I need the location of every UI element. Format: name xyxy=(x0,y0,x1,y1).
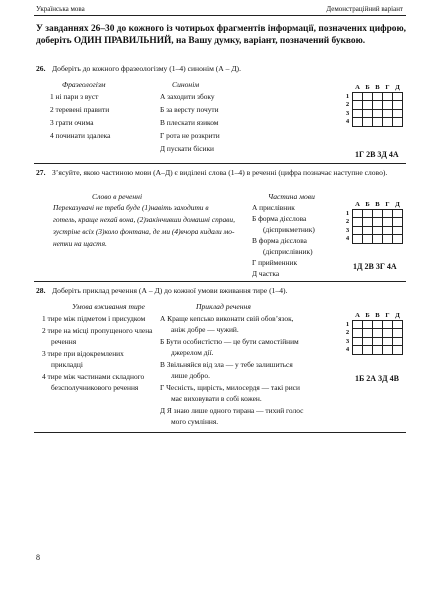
answer-cell[interactable] xyxy=(393,320,403,329)
answer-cell[interactable] xyxy=(393,118,403,127)
answer-cell[interactable] xyxy=(353,235,363,244)
q27-right-a: А прислівник xyxy=(252,203,295,212)
grid-label xyxy=(343,312,353,320)
q27-number: 27. xyxy=(36,168,46,177)
answer-cell[interactable] xyxy=(393,346,403,355)
q27-col-right: Частина мови xyxy=(268,192,315,201)
answer-cell[interactable] xyxy=(373,226,383,235)
q28-right-c: В Звільняйся від зла — у тебе залишиться xyxy=(160,360,293,369)
grid-label: 4 xyxy=(345,235,350,243)
q26-answer: 1Г 2В 3Д 4А xyxy=(355,150,399,159)
grid-label: 1 xyxy=(345,320,350,328)
q28-right-c-cont: лише добро. xyxy=(171,371,210,380)
q26-left-4: 4 починати здалека xyxy=(50,131,111,140)
page-number: 8 xyxy=(36,553,40,562)
answer-cell[interactable] xyxy=(363,209,373,218)
q26-right-c: В плескати язиком xyxy=(160,118,219,127)
grid-label: Д xyxy=(395,201,400,208)
answer-cell[interactable] xyxy=(373,109,383,118)
answer-cell[interactable] xyxy=(393,329,403,338)
q28-right-d: Г Чесність, щирість, милосердя — такі риси xyxy=(160,383,300,392)
grid-label: В xyxy=(375,201,380,208)
grid-label: В xyxy=(375,312,380,319)
q28-right-e-cont: мого сумління. xyxy=(171,417,219,426)
answer-cell[interactable] xyxy=(383,226,393,235)
q28-answer-grid xyxy=(343,312,403,355)
answer-cell[interactable] xyxy=(393,226,403,235)
q27-right-b-detail: (дієприкметник) xyxy=(263,225,315,234)
q27-answer: 1Д 2В 3Г 4А xyxy=(353,262,397,271)
answer-cell[interactable] xyxy=(363,235,373,244)
q28-right-b: Б Бути особистістю — це бути самостійним xyxy=(160,337,299,346)
q27-sentence-line-2: готель, краще нехай вона, (2)закінчивши домашні справи, xyxy=(53,215,235,224)
q27-text: З’ясуйте, якою частиною мови (А–Д) є виділені слова (1–4) в реченні (цифра позначає наступне слово). xyxy=(52,168,388,177)
answer-cell[interactable] xyxy=(353,337,363,346)
grid-label: Б xyxy=(365,312,370,319)
answer-cell[interactable] xyxy=(393,101,403,110)
answer-cell[interactable] xyxy=(383,92,393,101)
answer-cell[interactable] xyxy=(353,109,363,118)
answer-cell[interactable] xyxy=(393,337,403,346)
answer-cell[interactable] xyxy=(353,92,363,101)
q26-right-b: Б за версту почути xyxy=(160,105,219,114)
q27-right-c: В форма дієслова xyxy=(252,236,307,245)
grid-label: Б xyxy=(365,201,370,208)
grid-label: 3 xyxy=(345,337,350,345)
q27-right-e: Д частка xyxy=(252,269,280,278)
answer-cell[interactable] xyxy=(383,109,393,118)
answer-cell[interactable] xyxy=(383,320,393,329)
q27-divider xyxy=(34,281,406,282)
grid-label: А xyxy=(355,201,360,208)
answer-cell[interactable] xyxy=(353,218,363,227)
answer-cell[interactable] xyxy=(363,329,373,338)
answer-cell[interactable] xyxy=(393,109,403,118)
answer-cell[interactable] xyxy=(373,218,383,227)
grid-label: А xyxy=(355,84,360,91)
variant-header: Демонстраційний варіант xyxy=(326,5,403,13)
q28-number: 28. xyxy=(36,286,46,295)
q27-col-left: Слово в реченні xyxy=(92,192,143,201)
answer-cell[interactable] xyxy=(353,118,363,127)
grid-label: 2 xyxy=(345,101,350,109)
q26-col-left: Фразеологізм xyxy=(62,80,106,89)
answer-cell[interactable] xyxy=(363,218,373,227)
grid-label: 1 xyxy=(345,209,350,217)
q26-answer-grid xyxy=(343,84,403,127)
grid-label: 3 xyxy=(345,109,350,117)
answer-cell[interactable] xyxy=(373,337,383,346)
answer-cell[interactable] xyxy=(383,329,393,338)
answer-cell[interactable] xyxy=(363,320,373,329)
q27-answer-grid xyxy=(343,201,403,244)
q26-left-3: 3 грати очима xyxy=(50,118,94,127)
q27-sentence-line-3: зустріне всіх (3)коло фонтана, де ми (4)вчора кидали мо- xyxy=(53,227,235,236)
answer-cell[interactable] xyxy=(353,226,363,235)
q26-left-2: 2 теревені правити xyxy=(50,105,110,114)
grid-label: 2 xyxy=(345,329,350,337)
answer-cell[interactable] xyxy=(363,109,373,118)
answer-cell[interactable] xyxy=(383,209,393,218)
q28-left-3-cont: прикладці xyxy=(51,360,83,369)
grid-label: 2 xyxy=(345,218,350,226)
answer-cell[interactable] xyxy=(393,235,403,244)
answer-cell[interactable] xyxy=(373,235,383,244)
answer-cell[interactable] xyxy=(353,101,363,110)
answer-cell[interactable] xyxy=(363,101,373,110)
grid-label: 3 xyxy=(345,226,350,234)
grid-label xyxy=(343,201,353,209)
grid-label: А xyxy=(355,312,360,319)
q28-right-d-cont: має виховувати в собі кожен. xyxy=(171,394,262,403)
q28-text: Доберіть приклад речення (А – Д) до кожної умови вживання тире (1–4). xyxy=(52,286,288,295)
answer-cell[interactable] xyxy=(373,329,383,338)
answer-cell[interactable] xyxy=(393,92,403,101)
answer-cell[interactable] xyxy=(373,118,383,127)
q27-right-d: Г прийменник xyxy=(252,258,298,267)
grid-label: Д xyxy=(395,84,400,91)
q26-text: Доберіть до кожного фразеологізму (1–4) синонім (А – Д). xyxy=(52,64,241,73)
answer-cell[interactable] xyxy=(363,92,373,101)
q28-left-2: 2 тире на місці пропущеного члена xyxy=(42,326,153,335)
answer-cell[interactable] xyxy=(383,118,393,127)
answer-cell[interactable] xyxy=(363,118,373,127)
answer-cell[interactable] xyxy=(383,101,393,110)
answer-cell[interactable] xyxy=(373,209,383,218)
q28-col-right: Приклад речення xyxy=(196,302,251,311)
grid-label xyxy=(343,84,353,92)
answer-cell[interactable] xyxy=(373,92,383,101)
answer-cell[interactable] xyxy=(393,209,403,218)
grid-label: Д xyxy=(395,312,400,319)
q26-right-e: Д пускати бісики xyxy=(160,144,215,153)
grid-label: Г xyxy=(385,84,390,91)
grid-label: 1 xyxy=(345,92,350,100)
answer-cell[interactable] xyxy=(373,101,383,110)
q28-right-a: А Краще кепсько виконати свій обов’язок, xyxy=(160,314,294,323)
answer-cell[interactable] xyxy=(363,337,373,346)
answer-cell[interactable] xyxy=(383,235,393,244)
q28-right-e: Д Я знаю лише одного тирана — тихий голос xyxy=(160,406,304,415)
q27-sentence-line-1: Переказувачі не треба буде (1)навіть заходити в xyxy=(53,203,209,212)
q28-divider xyxy=(34,432,406,433)
subject-header: Українська мова xyxy=(36,5,85,13)
answer-cell[interactable] xyxy=(393,218,403,227)
q26-right-d: Г рота не розкрити xyxy=(160,131,220,140)
grid-label: 4 xyxy=(345,118,350,126)
q27-right-b: Б форма дієслова xyxy=(252,214,307,223)
answer-cell[interactable] xyxy=(353,320,363,329)
q28-answer: 1Б 2А 3Д 4В xyxy=(355,374,399,383)
answer-cell[interactable] xyxy=(363,226,373,235)
answer-cell[interactable] xyxy=(383,337,393,346)
grid-label: В xyxy=(375,84,380,91)
answer-cell[interactable] xyxy=(353,346,363,355)
q26-col-right: Синонім xyxy=(172,80,200,89)
answer-cell[interactable] xyxy=(353,209,363,218)
header-rule xyxy=(34,15,406,16)
q26-left-1: 1 ні пари з вуст xyxy=(50,92,99,101)
q26-number: 26. xyxy=(36,64,46,73)
q26-right-a: А заходити збоку xyxy=(160,92,215,101)
q28-col-left: Умова вживання тире xyxy=(72,302,145,311)
answer-cell[interactable] xyxy=(373,320,383,329)
grid-label: Г xyxy=(385,312,390,319)
q27-right-c-detail: (дієприслівник) xyxy=(263,247,313,256)
q28-left-3: 3 тире при відокремлених xyxy=(42,349,124,358)
grid-label: Г xyxy=(385,201,390,208)
answer-cell[interactable] xyxy=(363,346,373,355)
answer-cell[interactable] xyxy=(383,346,393,355)
section-intro: У завданнях 26–30 до кожного із чотирьох фрагментів інформації, позначених цифрою, доберіть ОДИН ПРАВИЛЬНИЙ, на Вашу думку, варіант, позначений буквою. xyxy=(36,24,406,46)
answer-cell[interactable] xyxy=(353,329,363,338)
q28-left-1: 1 тире між підметом і присудком xyxy=(42,314,146,323)
answer-cell[interactable] xyxy=(373,346,383,355)
q28-left-4: 4 тире між частинами складного xyxy=(42,372,145,381)
q27-sentence-line-4: нетки на щастя. xyxy=(53,239,107,248)
q28-right-a-cont: аніж добре — чужий. xyxy=(171,325,239,334)
grid-label: 4 xyxy=(345,346,350,354)
q28-left-4-cont: безсполучникового речення xyxy=(51,383,139,392)
q28-left-2-cont: речення xyxy=(51,337,77,346)
q28-right-b-cont: джерелом дії. xyxy=(171,348,214,357)
answer-cell[interactable] xyxy=(383,218,393,227)
grid-label: Б xyxy=(365,84,370,91)
q26-divider xyxy=(34,163,406,164)
